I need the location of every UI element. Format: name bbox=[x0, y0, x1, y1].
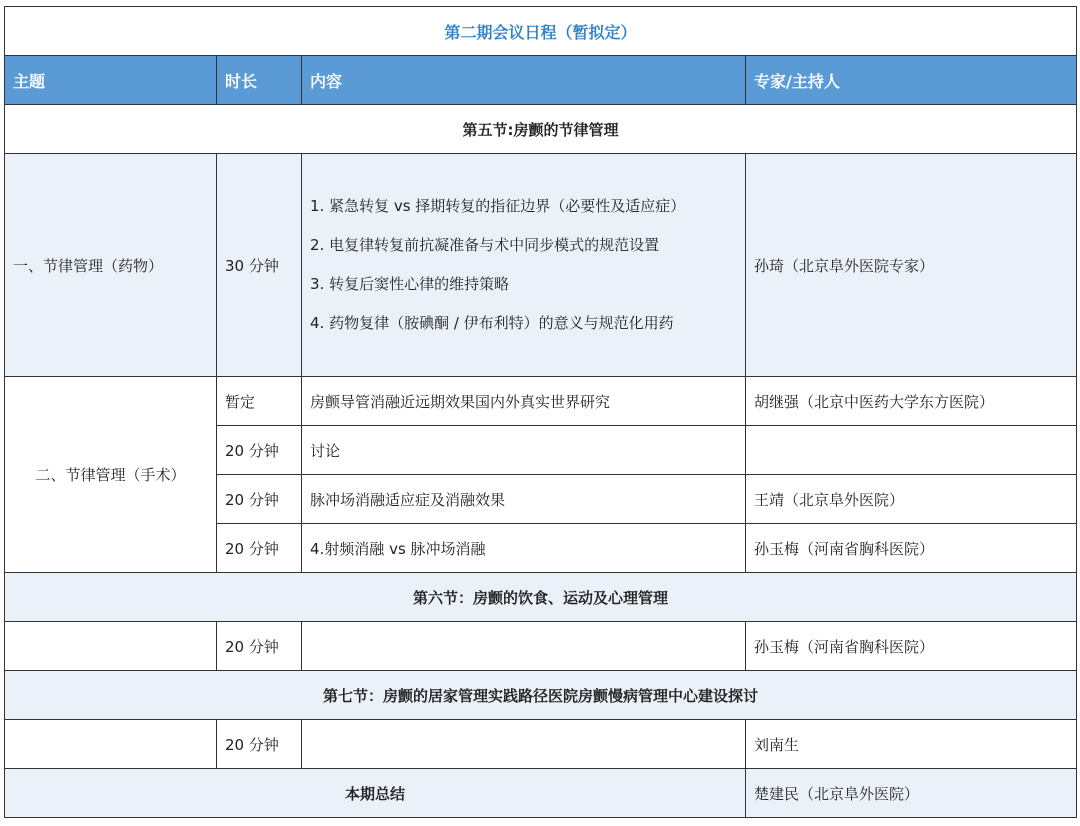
content-cell: 脉冲场消融适应症及消融效果 bbox=[302, 475, 746, 524]
topic-cell bbox=[5, 622, 217, 671]
section-row bbox=[5, 105, 1077, 154]
duration-cell: 30 分钟 bbox=[217, 154, 302, 377]
section-row bbox=[5, 671, 1077, 720]
agenda-title: 第二期会议日程（暂拟定） bbox=[5, 7, 1077, 56]
header-row bbox=[5, 56, 1077, 105]
topic-cell: 二、节律管理（手术） bbox=[5, 377, 217, 573]
expert-cell: 胡继强（北京中医药大学东方医院） bbox=[746, 377, 1077, 426]
section5-title: 第五节:房颤的节律管理 bbox=[5, 105, 1077, 154]
section6-title: 第六节：房颤的饮食、运动及心理管理 bbox=[5, 573, 1077, 622]
header-topic: 主题 bbox=[5, 56, 217, 105]
content-cell: 4.射频消融 vs 脉冲场消融 bbox=[302, 524, 746, 573]
header-content: 内容 bbox=[302, 56, 746, 105]
topic-cell: 一、节律管理（药物） bbox=[5, 154, 217, 377]
expert-cell: 孙琦（北京阜外医院专家） bbox=[746, 154, 1077, 377]
list-item: 2. 电复律转复前抗凝准备与术中同步模式的规范设置 bbox=[310, 236, 660, 254]
topic-cell bbox=[5, 720, 217, 769]
title-row bbox=[5, 7, 1077, 56]
expert-cell: 孙玉梅（河南省胸科医院） bbox=[746, 622, 1077, 671]
table-row bbox=[5, 720, 1077, 769]
list-item: 3. 转复后窦性心律的维持策略 bbox=[310, 275, 510, 293]
content-cell: 房颤导管消融近远期效果国内外真实世界研究 bbox=[302, 377, 746, 426]
list-item: 1. 紧急转复 vs 择期转复的指征边界（必要性及适应症） bbox=[310, 197, 686, 215]
content-cell: 讨论 bbox=[302, 426, 746, 475]
content-cell bbox=[302, 720, 746, 769]
table-row bbox=[5, 377, 1077, 426]
header-expert: 专家/主持人 bbox=[746, 56, 1077, 105]
table-row bbox=[5, 154, 1077, 377]
expert-cell: 孙玉梅（河南省胸科医院） bbox=[746, 524, 1077, 573]
table-row bbox=[5, 622, 1077, 671]
section-row bbox=[5, 573, 1077, 622]
summary-row bbox=[5, 769, 1077, 818]
duration-cell: 20 分钟 bbox=[217, 622, 302, 671]
section7-title: 第七节：房颤的居家管理实践路径医院房颤慢病管理中心建设探讨 bbox=[5, 671, 1077, 720]
expert-cell: 楚建民（北京阜外医院） bbox=[746, 769, 1077, 818]
content-cell bbox=[302, 622, 746, 671]
duration-cell: 20 分钟 bbox=[217, 524, 302, 573]
summary-label: 本期总结 bbox=[5, 769, 746, 818]
agenda-table bbox=[4, 6, 1077, 818]
duration-cell: 20 分钟 bbox=[217, 720, 302, 769]
duration-cell: 20 分钟 bbox=[217, 475, 302, 524]
list-item: 4. 药物复律（胺碘酮 / 伊布利特）的意义与规范化用药 bbox=[310, 314, 674, 332]
expert-cell bbox=[746, 426, 1077, 475]
header-duration: 时长 bbox=[217, 56, 302, 105]
expert-cell: 王靖（北京阜外医院） bbox=[746, 475, 1077, 524]
duration-cell: 暂定 bbox=[217, 377, 302, 426]
expert-cell: 刘南生 bbox=[746, 720, 1077, 769]
content-list bbox=[302, 154, 746, 377]
duration-cell: 20 分钟 bbox=[217, 426, 302, 475]
